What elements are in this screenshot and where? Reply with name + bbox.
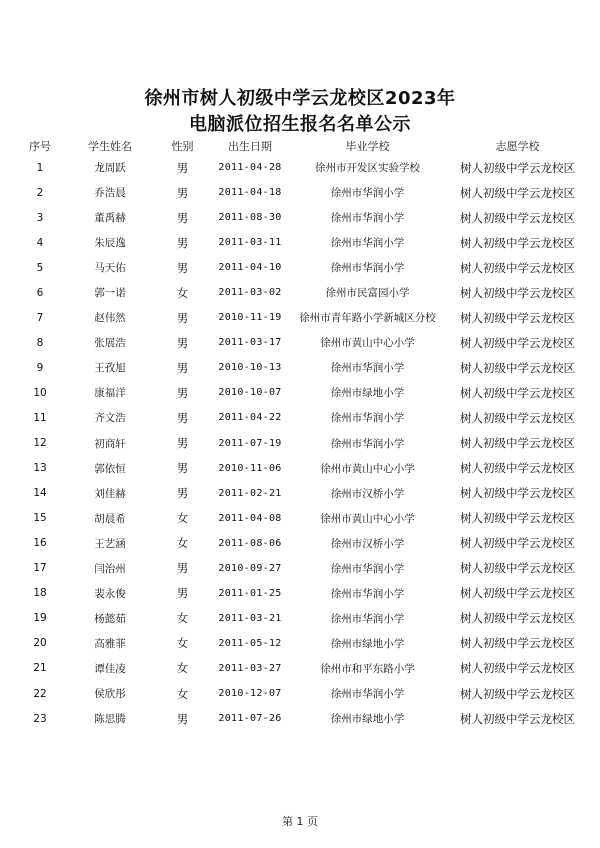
cell-student-name: 刘佳赫 [94,487,126,500]
cell-seq: 1 [36,161,44,174]
cell-graduating-school: 徐州市华润小学 [330,362,405,375]
table-row [15,305,590,330]
cell-birth-date: 2010-10-13 [218,362,282,374]
cell-seq: 7 [36,311,44,324]
cell-birth-date: 2010-09-27 [218,562,282,574]
cell-birth-date: 2011-03-17 [218,337,282,349]
table-row [15,556,590,581]
cell-student-name: 王艺涵 [94,537,126,550]
cell-student-name: 郭一诺 [94,287,126,300]
cell-graduating-school: 徐州市开发区实验学校 [315,162,420,175]
cell-gender: 男 [176,436,189,451]
cell-graduating-school: 徐州市绿地小学 [330,387,405,400]
table-row [15,155,590,180]
cell-student-name: 龙周跃 [94,162,126,175]
cell-seq: 17 [33,562,47,575]
cell-student-name: 朱辰逸 [94,237,126,250]
cell-gender: 女 [176,661,189,676]
cell-birth-date: 2011-05-12 [218,637,282,649]
cell-gender: 男 [176,711,189,726]
cell-birth-date: 2011-04-08 [218,512,282,524]
cell-seq: 15 [33,512,47,525]
cell-preferred-school: 树人初级中学云龙校区 [460,586,575,601]
cell-graduating-school: 徐州市华润小学 [330,437,405,450]
cell-graduating-school: 徐州市华润小学 [330,612,405,625]
cell-gender: 男 [176,235,189,250]
cell-seq: 19 [33,612,47,625]
table-row [15,506,590,531]
cell-gender: 女 [176,611,189,626]
cell-student-name: 康福洋 [94,387,126,400]
cell-student-name: 赵伟然 [94,312,126,325]
cell-seq: 2 [36,186,44,199]
cell-gender: 男 [176,160,189,175]
cell-preferred-school: 树人初级中学云龙校区 [460,686,575,701]
cell-graduating-school: 徐州市和平东路小学 [320,662,415,675]
table-row [15,481,590,506]
cell-birth-date: 2011-03-02 [218,287,282,299]
cell-preferred-school: 树人初级中学云龙校区 [460,636,575,651]
cell-birth-date: 2011-08-30 [218,212,282,224]
cell-seq: 21 [33,662,47,675]
cell-gender: 男 [176,185,189,200]
cell-birth-date: 2011-03-21 [218,612,282,624]
table-header-row [15,138,590,155]
cell-gender: 男 [176,335,189,350]
cell-seq: 12 [33,437,47,450]
cell-graduating-school: 徐州市汉桥小学 [330,537,405,550]
header-gender: 性别 [171,140,194,153]
cell-preferred-school: 树人初级中学云龙校区 [460,461,575,476]
cell-student-name: 王孜旭 [94,362,126,375]
cell-graduating-school: 徐州市华润小学 [330,262,405,275]
table-row [15,330,590,355]
cell-birth-date: 2011-01-25 [218,587,282,599]
table-row [15,405,590,430]
table-row [15,280,590,305]
cell-preferred-school: 树人初级中学云龙校区 [460,310,575,325]
cell-seq: 13 [33,462,47,475]
table-row [15,681,590,706]
table-row [15,656,590,681]
cell-birth-date: 2011-07-19 [218,437,282,449]
cell-birth-date: 2011-04-10 [218,262,282,274]
cell-graduating-school: 徐州市汉桥小学 [330,487,405,500]
table-row [15,230,590,255]
cell-graduating-school: 徐州市华润小学 [330,587,405,600]
cell-birth-date: 2011-02-21 [218,487,282,499]
cell-seq: 11 [33,411,47,424]
cell-student-name: 初商轩 [94,437,126,450]
cell-preferred-school: 树人初级中学云龙校区 [460,711,575,726]
cell-seq: 16 [33,537,47,550]
cell-gender: 男 [176,260,189,275]
cell-gender: 男 [176,486,189,501]
table-row [15,355,590,380]
cell-gender: 女 [176,636,189,651]
cell-graduating-school: 徐州市黄山中心小学 [320,337,415,350]
cell-graduating-school: 徐州市青年路小学新城区分校 [299,312,436,325]
cell-gender: 男 [176,561,189,576]
cell-graduating-school: 徐州市绿地小学 [330,713,405,726]
cell-student-name: 齐文浩 [94,412,126,425]
cell-birth-date: 2011-04-28 [218,162,282,174]
table-row [15,456,590,481]
document-title-line-1: 徐州市树人初级中学云龙校区2023年 [144,88,456,109]
cell-student-name: 谭佳凌 [94,662,126,675]
cell-seq: 22 [33,687,47,700]
cell-student-name: 高雅菲 [94,637,126,650]
table-row [15,380,590,405]
cell-student-name: 董禹赫 [94,212,126,225]
cell-preferred-school: 树人初级中学云龙校区 [460,385,575,400]
enrollment-table [15,138,590,731]
cell-preferred-school: 树人初级中学云龙校区 [460,185,575,200]
cell-birth-date: 2010-11-19 [218,312,282,324]
table-row [15,581,590,606]
cell-birth-date: 2011-03-27 [218,662,282,674]
table-row [15,205,590,230]
cell-student-name: 胡晨希 [94,512,126,525]
cell-preferred-school: 树人初级中学云龙校区 [460,511,575,526]
table-row [15,531,590,556]
header-graduating-school: 毕业学校 [345,140,390,153]
cell-gender: 男 [176,410,189,425]
cell-preferred-school: 树人初级中学云龙校区 [460,536,575,551]
cell-gender: 男 [176,586,189,601]
header-student-name: 学生姓名 [88,140,132,153]
cell-preferred-school: 树人初级中学云龙校区 [460,335,575,350]
page-number: 第 1 页 [282,815,318,828]
cell-preferred-school: 树人初级中学云龙校区 [460,160,575,175]
cell-graduating-school: 徐州市华润小学 [330,688,405,700]
table-body [15,155,590,731]
cell-birth-date: 2010-12-07 [218,688,282,699]
cell-preferred-school: 树人初级中学云龙校区 [460,410,575,425]
cell-student-name: 裴永俊 [94,587,126,600]
cell-birth-date: 2011-07-26 [218,713,282,725]
cell-gender: 男 [176,461,189,476]
cell-gender: 男 [176,360,189,375]
cell-birth-date: 2011-03-11 [218,237,282,249]
header-preferred-school: 志愿学校 [495,140,540,153]
cell-seq: 5 [36,261,44,274]
cell-graduating-school: 徐州市绿地小学 [330,637,405,650]
cell-seq: 9 [36,361,44,374]
cell-gender: 男 [176,210,189,225]
table-row [15,431,590,456]
cell-birth-date: 2010-11-06 [218,462,282,474]
cell-preferred-school: 树人初级中学云龙校区 [460,436,575,451]
cell-student-name: 乔浩晨 [94,187,126,200]
cell-preferred-school: 树人初级中学云龙校区 [460,260,575,275]
cell-gender: 男 [176,310,189,325]
cell-gender: 女 [176,511,189,526]
cell-seq: 18 [33,587,47,600]
cell-seq: 3 [36,211,44,224]
cell-graduating-school: 徐州市华润小学 [330,187,405,200]
cell-graduating-school: 徐州市华润小学 [330,237,405,250]
cell-graduating-school: 徐州市华润小学 [330,212,405,225]
cell-preferred-school: 树人初级中学云龙校区 [460,486,575,501]
cell-preferred-school: 树人初级中学云龙校区 [460,210,575,225]
cell-graduating-school: 徐州市民富园小学 [325,287,410,300]
cell-preferred-school: 树人初级中学云龙校区 [460,661,575,676]
cell-preferred-school: 树人初级中学云龙校区 [460,360,575,375]
cell-seq: 20 [33,637,47,650]
cell-seq: 14 [33,487,47,500]
table-row [15,180,590,205]
cell-gender: 男 [176,385,189,400]
cell-gender: 女 [176,536,189,551]
cell-preferred-school: 树人初级中学云龙校区 [460,561,575,576]
header-seq: 序号 [29,140,51,153]
table-row [15,706,590,731]
cell-student-name: 侯欣彤 [94,688,126,700]
cell-graduating-school: 徐州市黄山中心小学 [320,512,415,525]
cell-student-name: 马天佑 [94,262,126,275]
cell-birth-date: 2011-04-18 [218,187,282,199]
cell-graduating-school: 徐州市华润小学 [330,562,405,575]
cell-student-name: 郭依恒 [94,462,126,475]
cell-student-name: 陈思腾 [94,713,126,726]
cell-preferred-school: 树人初级中学云龙校区 [460,611,575,626]
document-title-line-2: 电脑派位招生报名名单公示 [189,114,411,135]
cell-graduating-school: 徐州市黄山中心小学 [320,462,415,475]
cell-gender: 女 [176,285,189,300]
cell-seq: 23 [33,712,47,725]
cell-gender: 女 [176,686,189,701]
table-row [15,606,590,631]
cell-seq: 6 [36,286,44,299]
cell-seq: 10 [33,386,47,399]
cell-preferred-school: 树人初级中学云龙校区 [460,235,575,250]
cell-student-name: 张展浩 [94,337,126,350]
cell-seq: 8 [36,336,44,349]
cell-preferred-school: 树人初级中学云龙校区 [460,285,575,300]
header-birth-date: 出生日期 [228,140,272,153]
cell-graduating-school: 徐州市华润小学 [330,412,405,425]
table-row [15,631,590,656]
cell-birth-date: 2011-08-06 [218,537,282,549]
cell-student-name: 杨懿茹 [94,612,126,625]
cell-birth-date: 2011-04-22 [218,412,282,424]
table-row [15,255,590,280]
cell-student-name: 闫治州 [94,562,126,575]
cell-birth-date: 2010-10-07 [218,387,282,399]
cell-seq: 4 [36,236,44,249]
